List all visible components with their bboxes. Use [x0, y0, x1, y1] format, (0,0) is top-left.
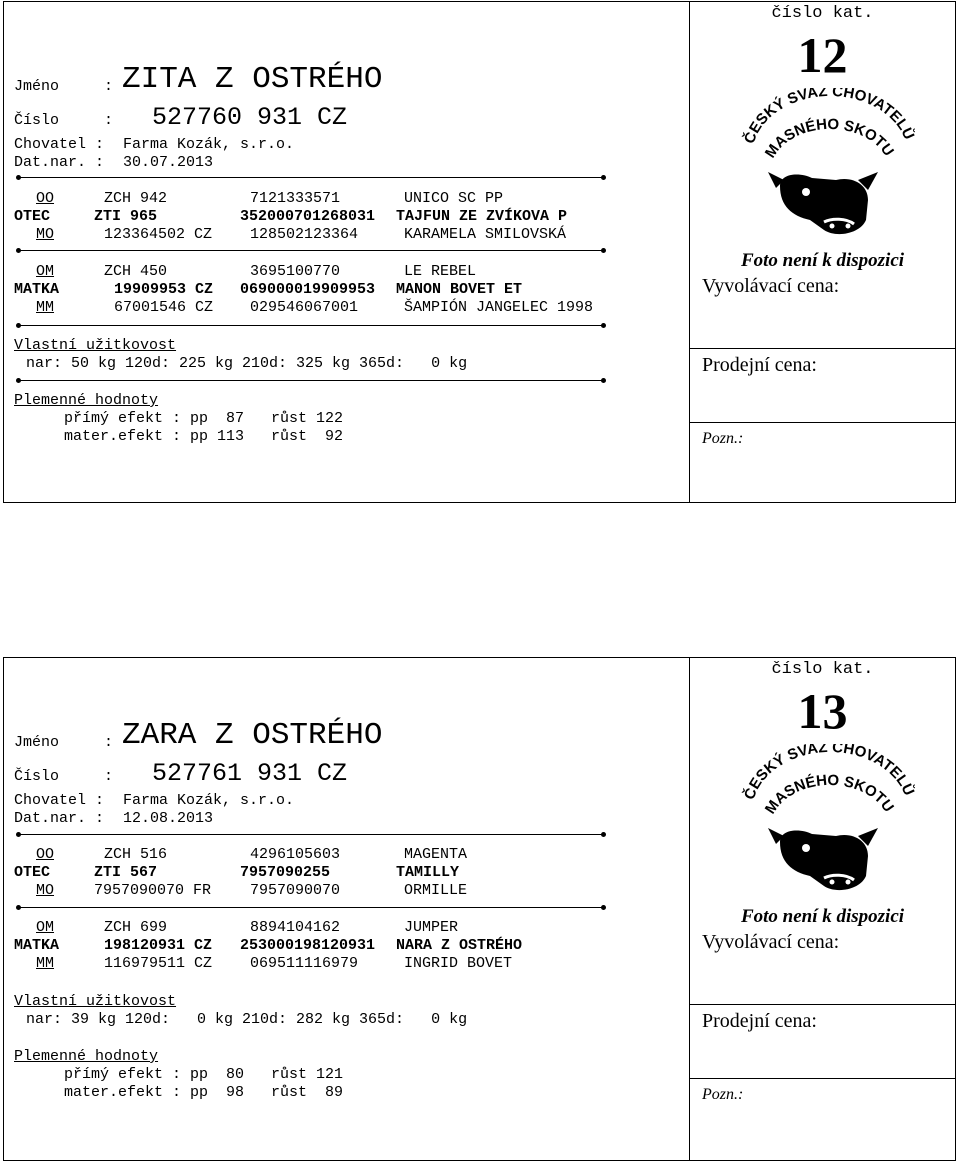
starting-price-label: Vyvolávací cena:: [702, 275, 840, 297]
pedigree-role: OO: [36, 190, 55, 207]
pedigree-name: ŠAMPIÓN JANGELEC 1998: [404, 299, 594, 316]
pedigree-name: TAJFUN ZE ZVÍKOVA P: [396, 208, 568, 225]
breeders-association-logo: [740, 88, 915, 238]
catalog-side-panel: [689, 658, 955, 1160]
starting-price-label: Vyvolávací cena:: [702, 931, 840, 953]
pedigree-id: 352000701268031: [240, 208, 376, 225]
pedigree-id: 7957090255: [240, 864, 331, 881]
pedigree-role: OTEC: [14, 864, 51, 881]
pedigree-id: 7957090070: [250, 882, 341, 899]
pedigree-role: OTEC: [14, 208, 51, 225]
pedigree-name: UNICO SC PP: [404, 190, 504, 207]
catalog-side-panel: [689, 2, 955, 502]
divider: [690, 1078, 955, 1079]
performance-values: nar: 39 kg 120d: 0 kg 210d: 282 kg 365d: 0 kg: [26, 1011, 468, 1028]
separator: [18, 907, 604, 908]
selling-price-label: Prodejní cena:: [702, 1010, 817, 1032]
breeding-values-heading: Plemenné hodnoty: [14, 1048, 159, 1065]
cislo-label: Číslo: [14, 112, 60, 129]
photo-unavailable-text: Foto není k dispozici: [740, 250, 905, 271]
pedigree-id: 8894104162: [250, 919, 341, 936]
pedigree-name: MAGENTA: [404, 846, 468, 863]
birth-date-label: Dat.nar. :: [14, 810, 105, 827]
pedigree-breed: ZCH 699: [104, 919, 168, 936]
performance-heading: Vlastní užitkovost: [14, 337, 177, 354]
breeding-maternal: mater.efekt : pp 98 růst 89: [64, 1084, 344, 1101]
photo-unavailable-text: Foto není k dispozici: [740, 906, 905, 927]
pedigree-name: INGRID BOVET: [404, 955, 513, 972]
notes-label: Pozn.:: [702, 430, 744, 447]
pedigree-role: MO: [36, 226, 55, 243]
birth-date-value: 12.08.2013: [123, 810, 214, 827]
cislo-colon: :: [104, 768, 114, 785]
pedigree-id: 7121333571: [250, 190, 341, 207]
breeders-association-logo: [740, 744, 915, 894]
pedigree-name: ORMILLE: [404, 882, 468, 899]
breeder-value: Farma Kozák, s.r.o.: [123, 136, 295, 153]
divider: [690, 348, 955, 349]
breeding-direct: přímý efekt : pp 87 růst 122: [64, 410, 344, 427]
jmeno-colon: :: [104, 78, 114, 95]
pedigree-breed: ZTI 965: [94, 208, 158, 225]
pedigree-breed: ZTI 567: [94, 864, 158, 881]
pedigree-name: JUMPER: [404, 919, 459, 936]
separator: [18, 177, 604, 178]
pedigree-role: OM: [36, 263, 55, 280]
pedigree-id: 128502123364: [250, 226, 359, 243]
separator: [18, 250, 604, 251]
pedigree-id: 253000198120931: [240, 937, 376, 954]
pedigree-breed: 123364502 CZ: [104, 226, 213, 243]
animal-info-panel: [4, 658, 689, 1160]
pedigree-id: 3695100770: [250, 263, 341, 280]
catalog-card-12: [3, 1, 956, 503]
animal-name: ZARA Z OSTRÉHO: [122, 718, 383, 753]
separator: [18, 325, 604, 326]
breeding-maternal: mater.efekt : pp 113 růst 92: [64, 428, 344, 445]
pedigree-breed: ZCH 942: [104, 190, 168, 207]
pedigree-breed: ZCH 516: [104, 846, 168, 863]
pedigree-breed: 67001546 CZ: [114, 299, 214, 316]
separator: [18, 834, 604, 835]
pedigree-breed: 19909953 CZ: [114, 281, 214, 298]
notes-label: Pozn.:: [702, 1086, 744, 1103]
pedigree-name: TAMILLY: [396, 864, 460, 881]
pedigree-breed: ZCH 450: [104, 263, 168, 280]
animal-info-panel: [4, 2, 689, 502]
jmeno-colon: :: [104, 734, 114, 751]
animal-name: ZITA Z OSTRÉHO: [122, 62, 383, 97]
performance-values: nar: 50 kg 120d: 225 kg 210d: 325 kg 365d: 0 kg: [26, 355, 468, 372]
pedigree-role: MM: [36, 299, 55, 316]
birth-date-label: Dat.nar. :: [14, 154, 105, 171]
pedigree-breed: 116979511 CZ: [104, 955, 213, 972]
pedigree-id: 029546067001: [250, 299, 359, 316]
pedigree-name: KARAMELA SMILOVSKÁ: [404, 226, 567, 243]
jmeno-label: Jméno: [14, 734, 60, 751]
pedigree-name: MANON BOVET ET: [396, 281, 523, 298]
pedigree-id: 4296105603: [250, 846, 341, 863]
birth-date-value: 30.07.2013: [123, 154, 214, 171]
breeding-direct: přímý efekt : pp 80 růst 121: [64, 1066, 344, 1083]
selling-price-label: Prodejní cena:: [702, 354, 817, 376]
pedigree-breed: 7957090070 FR: [94, 882, 212, 899]
pedigree-role: OO: [36, 846, 55, 863]
breeder-value: Farma Kozák, s.r.o.: [123, 792, 295, 809]
pedigree-role: MATKA: [14, 937, 60, 954]
cislo-label: Číslo: [14, 768, 60, 785]
pedigree-role: OM: [36, 919, 55, 936]
pedigree-role: MO: [36, 882, 55, 899]
pedigree-role: MM: [36, 955, 55, 972]
divider: [690, 422, 955, 423]
animal-number: 527761 931 CZ: [152, 759, 348, 788]
separator: [18, 380, 604, 381]
jmeno-label: Jméno: [14, 78, 60, 95]
catalog-number: 13: [797, 683, 848, 739]
breeder-label: Chovatel :: [14, 136, 105, 153]
pedigree-id: 069511116979: [250, 955, 359, 972]
pedigree-breed: 198120931 CZ: [104, 937, 213, 954]
catalog-card-13: [3, 657, 956, 1161]
animal-number: 527760 931 CZ: [152, 103, 348, 132]
divider: [690, 1004, 955, 1005]
pedigree-name: NARA Z OSTRÉHO: [396, 937, 523, 954]
performance-heading: Vlastní užitkovost: [14, 993, 177, 1010]
pedigree-name: LE REBEL: [404, 263, 477, 280]
breeder-label: Chovatel :: [14, 792, 105, 809]
pedigree-id: 069000019909953: [240, 281, 376, 298]
pedigree-role: MATKA: [14, 281, 60, 298]
breeding-values-heading: Plemenné hodnoty: [14, 392, 159, 409]
catalog-number: 12: [797, 27, 848, 83]
catalog-number-label: číslo kat.: [771, 660, 874, 679]
catalog-number-label: číslo kat.: [771, 4, 874, 23]
cislo-colon: :: [104, 112, 114, 129]
